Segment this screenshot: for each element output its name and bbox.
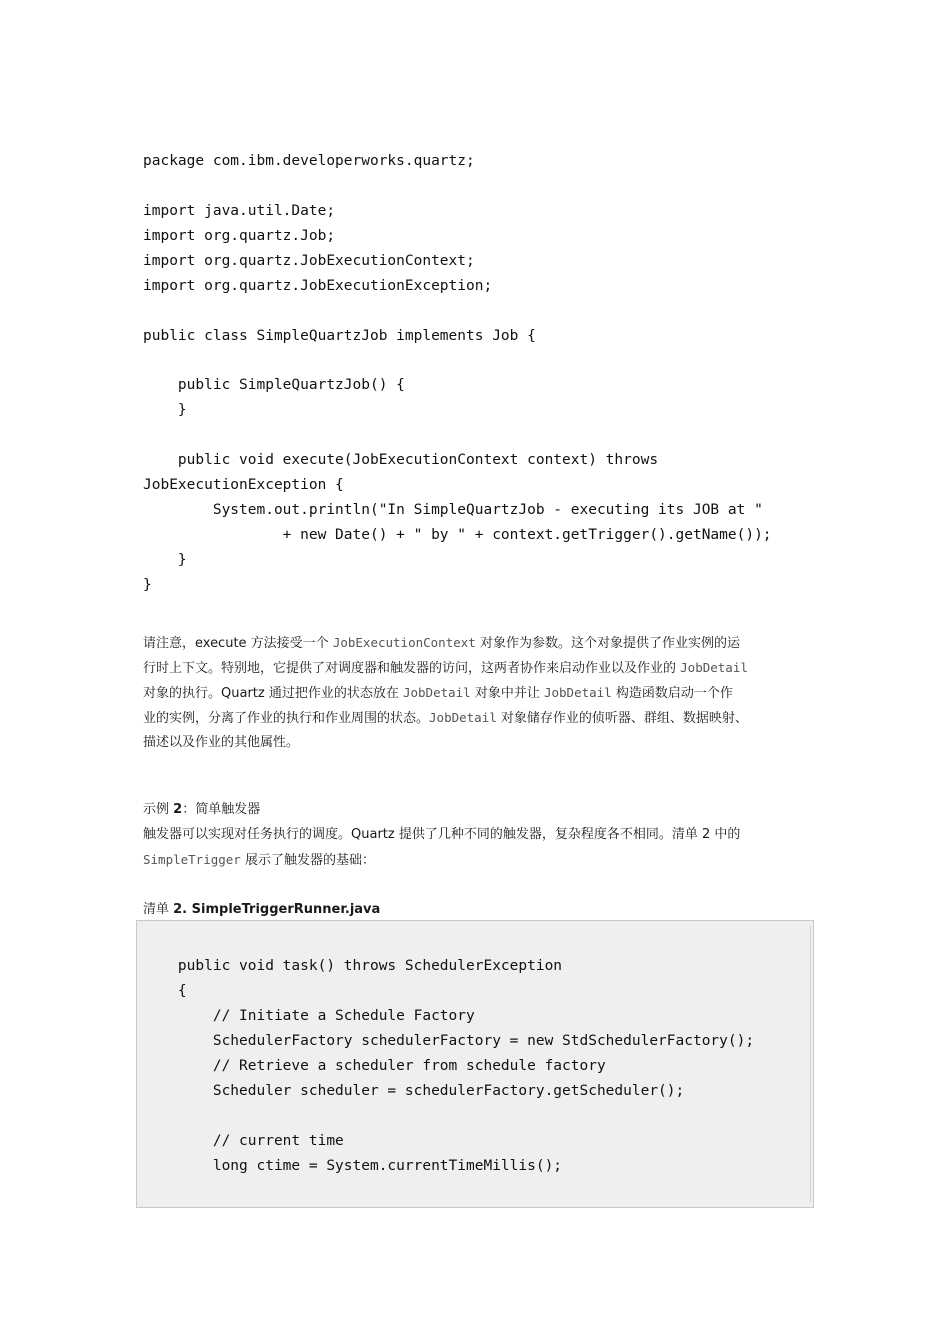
code-line: SchedulerFactory schedulerFactory = new StdSchedulerFactory();	[143, 1033, 755, 1049]
paragraph-line	[143, 730, 808, 755]
paragraph-line	[143, 680, 808, 705]
code-line: }	[143, 402, 187, 418]
paragraph-line	[143, 822, 808, 847]
code-line: import org.quartz.Job;	[143, 228, 336, 244]
text-run: 业的实例，分离了作业的执行和作业周围的状态。	[143, 711, 430, 726]
inline-code: JobDetail	[543, 685, 612, 700]
code-line: JobExecutionException {	[143, 477, 344, 493]
code-line: System.out.println("In SimpleQuartzJob - executing its JOB at "	[143, 502, 763, 518]
code-line: // Retrieve a scheduler from schedule factory	[143, 1058, 606, 1074]
code-box-edge	[810, 925, 811, 1203]
listing-heading	[143, 901, 380, 919]
code-line: + new Date() + " by " + context.getTrigger().getName());	[143, 527, 772, 543]
text-run: 描述以及作业的其他属性。	[143, 735, 300, 750]
text-run: 对象的执行。Quartz 通过把作业的状态放在	[143, 686, 403, 701]
text-run: 触发器可以实现对任务执行的调度。Quartz 提供了几种不同的触发器，复杂程度各不相同。清单 2 中的	[143, 827, 741, 842]
code-line: import java.util.Date;	[143, 203, 336, 219]
code-line: Scheduler scheduler = schedulerFactory.getScheduler();	[143, 1083, 685, 1099]
paragraph-line	[143, 705, 808, 730]
listing-prefix: 清单	[143, 902, 174, 917]
paragraph-line	[143, 630, 808, 655]
inline-code: JobDetail	[429, 710, 497, 725]
inline-code: JobExecutionContext	[332, 635, 476, 650]
code-line: public SimpleQuartzJob() {	[143, 377, 405, 393]
inline-code: JobDetail	[680, 660, 748, 675]
inline-code: SimpleTrigger	[143, 852, 241, 867]
example-heading	[143, 801, 260, 819]
paragraph-line	[143, 847, 808, 872]
heading-number: 2	[173, 802, 183, 817]
code-line: long ctime = System.currentTimeMillis();	[143, 1158, 563, 1174]
code-line: // current time	[143, 1133, 344, 1149]
code-line: public void task() throws SchedulerException	[143, 958, 563, 974]
text-run: 对象作为参数。这个对象提供了作业实例的运	[475, 636, 740, 651]
trigger-paragraph	[143, 822, 808, 872]
inline-code: JobDetail	[402, 685, 471, 700]
text-run: 构造函数启动一个作	[611, 686, 733, 701]
text-run: 对象中并让	[470, 686, 544, 701]
code-line: public void execute(JobExecutionContext context) throws	[143, 452, 659, 468]
text-run: 请注意，execute 方法接受一个	[143, 636, 333, 651]
explanation-paragraph	[143, 630, 808, 755]
code-line: import org.quartz.JobExecutionException;	[143, 278, 493, 294]
code-line: }	[143, 577, 152, 593]
code-line: import org.quartz.JobExecutionContext;	[143, 253, 475, 269]
code-line: public class SimpleQuartzJob implements Job {	[143, 328, 536, 344]
text-run: 展示了触发器的基础：	[240, 853, 375, 868]
heading-title: ：简单触发器	[182, 802, 261, 817]
code-line: }	[143, 552, 187, 568]
code-line: // Initiate a Schedule Factory	[143, 1008, 475, 1024]
paragraph-line	[143, 655, 808, 680]
code-line: {	[143, 983, 187, 999]
heading-prefix: 示例	[143, 802, 174, 817]
listing-title: 2. SimpleTriggerRunner.java	[173, 902, 381, 917]
text-run: 行时上下文。特别地，它提供了对调度器和触发器的访问，这两者协作来启动作业以及作业的	[143, 661, 681, 676]
code-line: package com.ibm.developerworks.quartz;	[143, 153, 475, 169]
text-run: 对象储存作业的侦听器、群组、数据映射、	[496, 711, 748, 726]
